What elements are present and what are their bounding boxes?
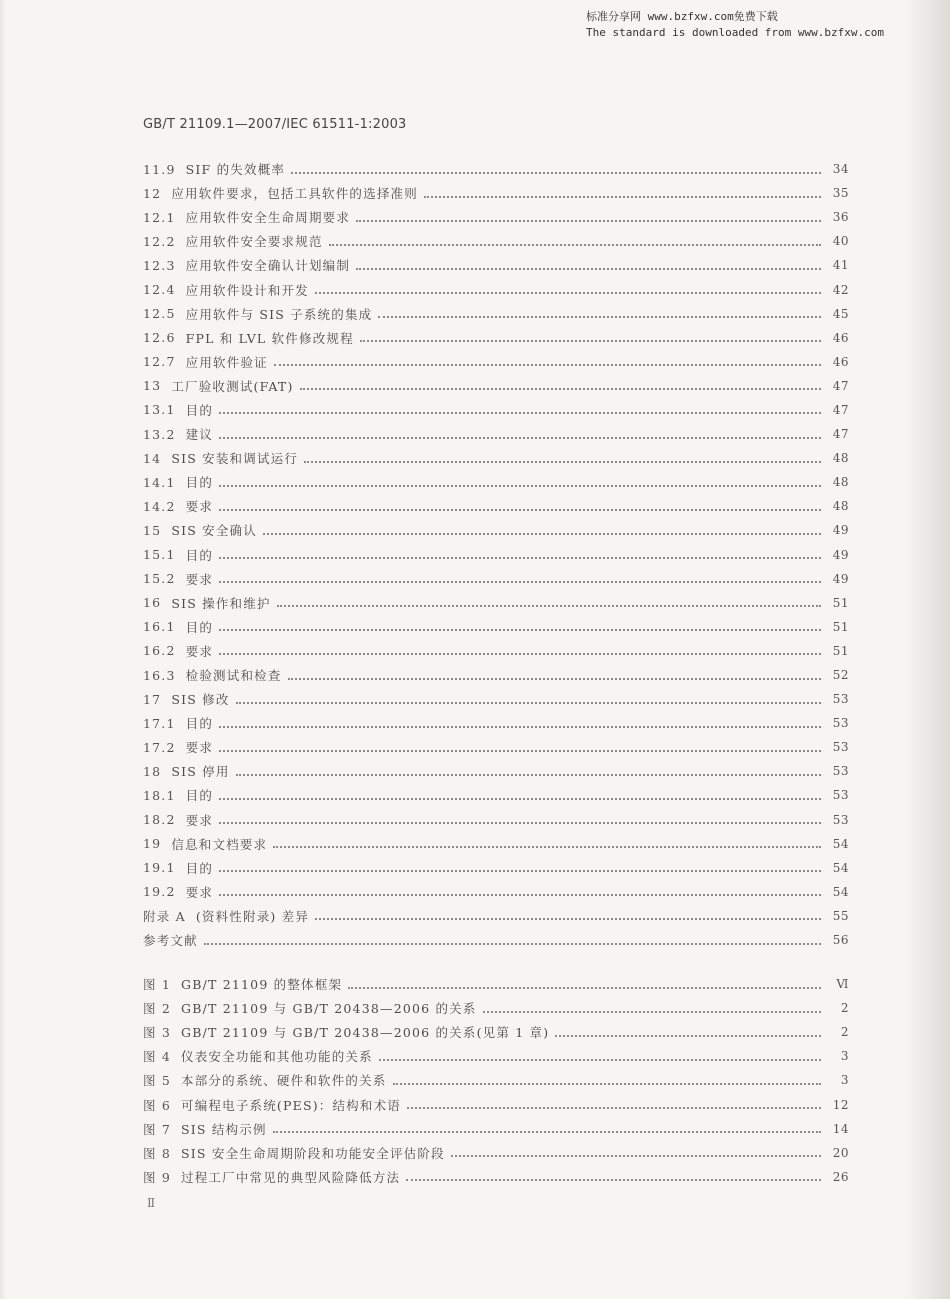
toc-entry [143, 808, 849, 832]
toc-entry [143, 326, 849, 350]
toc-entry-title: 检验测试和检查 [185, 668, 282, 684]
toc-entry [143, 157, 849, 181]
figure-entry [143, 1044, 849, 1068]
dot-leader [555, 1034, 821, 1037]
toc-entry-page: 48 [832, 475, 849, 490]
toc-entry [143, 639, 849, 663]
toc-entry-title: 要求 [185, 643, 214, 659]
figure-entry-number: 图 9 [143, 1169, 172, 1185]
dot-leader [273, 1130, 821, 1133]
toc-entry [143, 711, 849, 735]
dot-leader [219, 411, 821, 414]
toc-entry [143, 543, 849, 567]
toc-entry [143, 470, 849, 494]
figure-entry-page: Ⅵ [836, 977, 849, 992]
toc-entry-page: 34 [832, 162, 849, 177]
toc-entry-page: 35 [832, 186, 849, 201]
toc-entry-number: 17 [143, 691, 162, 707]
toc-entry-title: 应用软件安全确认计划编制 [185, 258, 351, 274]
toc-entry-number: 17.1 [143, 715, 176, 731]
figure-entry-number: 图 2 [143, 1001, 172, 1017]
toc-entry [143, 374, 849, 398]
toc-entry-page: 48 [832, 451, 849, 466]
toc-entry-page: 41 [832, 258, 849, 273]
figure-entry-page: 20 [832, 1145, 849, 1160]
toc-entry [143, 591, 849, 615]
toc-entry-page: 53 [832, 692, 849, 707]
toc-entry-number: 17.2 [143, 739, 176, 755]
dot-leader [219, 869, 821, 872]
toc-entry-page: 53 [832, 812, 849, 827]
toc-entry-number: 15 [143, 522, 162, 538]
toc-entry-number: 14.2 [143, 498, 176, 514]
figure-entry-title: 仪表安全功能和其他功能的关系 [181, 1049, 373, 1065]
figure-entry-page: 2 [840, 1025, 849, 1040]
toc-entry-number: 13.1 [143, 402, 176, 418]
toc-entry [143, 205, 849, 229]
toc-entry-page: 54 [832, 860, 849, 875]
toc-entry-title: 应用软件要求，包括工具软件的选择准则 [171, 186, 418, 202]
toc-entry-number: 12 [143, 185, 162, 201]
toc-entry-title: SIF 的失效概率 [185, 162, 286, 178]
figure-entry [143, 1092, 849, 1116]
toc-entry-title: 目的 [185, 860, 214, 876]
figure-list [143, 972, 849, 1189]
toc-entry-title: 目的 [185, 402, 214, 418]
toc-entry [143, 302, 849, 326]
toc-entry-title: (资料性附录) 差异 [195, 908, 310, 924]
toc-entry-page: 49 [832, 547, 849, 562]
toc-entry [143, 880, 849, 904]
dot-leader [291, 171, 821, 174]
toc-entry-page: 47 [832, 378, 849, 393]
toc-entry-number: 13 [143, 378, 162, 394]
dot-leader [288, 677, 821, 680]
toc-entry-number: 19.2 [143, 884, 176, 900]
toc-entry-number: 18 [143, 763, 162, 779]
toc-entry-page: 55 [832, 908, 849, 923]
toc-entry [143, 735, 849, 759]
toc-entry-title: 应用软件与 SIS 子系统的集成 [185, 306, 373, 322]
toc-entry-title: 工厂验收测试(FAT) [171, 378, 294, 394]
toc-entry-number: 16.3 [143, 667, 176, 683]
figure-entry-number: 图 7 [143, 1121, 172, 1137]
toc-entry-page: 53 [832, 788, 849, 803]
dot-leader [483, 1010, 821, 1013]
table-of-contents [143, 157, 849, 952]
figure-entry [143, 1117, 849, 1141]
toc-entry-title: 目的 [185, 547, 214, 563]
toc-entry-number: 15.1 [143, 547, 176, 563]
toc-entry-number: 16 [143, 595, 162, 611]
dot-leader [219, 508, 821, 511]
dot-leader [219, 893, 821, 896]
toc-entry-number: 16.1 [143, 619, 176, 635]
toc-entry-number: 12.1 [143, 209, 176, 225]
dot-leader [300, 387, 821, 390]
toc-entry [143, 446, 849, 470]
toc-entry-title: 应用软件安全生命周期要求 [185, 210, 351, 226]
toc-entry [143, 253, 849, 277]
figure-entry-title: 本部分的系统、硬件和软件的关系 [181, 1073, 387, 1089]
toc-entry-page: 40 [832, 234, 849, 249]
figure-entry-number: 图 6 [143, 1097, 172, 1113]
figure-entry-title: 过程工厂中常见的典型风险降低方法 [181, 1169, 401, 1185]
toc-entry-page: 36 [832, 210, 849, 225]
toc-entry-page: 51 [832, 643, 849, 658]
toc-entry-page: 47 [832, 427, 849, 442]
dot-leader [204, 942, 821, 945]
page-number: Ⅱ [147, 1196, 157, 1210]
toc-entry-title: SIS 修改 [171, 692, 230, 708]
dot-leader [236, 701, 821, 704]
figure-entry [143, 1068, 849, 1092]
dot-leader [219, 484, 821, 487]
toc-entry-number: 19 [143, 836, 162, 852]
figure-entry-title: GB/T 21109 与 GB/T 20438—2006 的关系 [181, 1001, 477, 1017]
toc-entry [143, 615, 849, 639]
figure-entry-title: GB/T 21109 的整体框架 [181, 977, 343, 993]
page-right-shadow [904, 0, 950, 1299]
dot-leader [379, 1058, 821, 1061]
toc-entry-page: 53 [832, 716, 849, 731]
figure-entry-page: 2 [840, 1001, 849, 1016]
dot-leader [451, 1154, 821, 1157]
toc-entry-number: 14 [143, 450, 162, 466]
toc-entry-title: 要求 [185, 740, 214, 756]
toc-entry-page: 49 [832, 571, 849, 586]
toc-entry-title: SIS 操作和维护 [171, 595, 271, 611]
toc-entry-number: 12.7 [143, 354, 176, 370]
toc-entry [143, 663, 849, 687]
dot-leader [263, 532, 821, 535]
toc-entry-title: 建议 [185, 427, 214, 443]
figure-entry [143, 1141, 849, 1165]
toc-entry-title: 应用软件设计和开发 [185, 282, 309, 298]
toc-entry-title: 信息和文档要求 [171, 836, 268, 852]
dot-leader [315, 291, 821, 294]
dot-leader [407, 1106, 821, 1109]
toc-entry [143, 518, 849, 542]
toc-entry [143, 832, 849, 856]
toc-entry-title: 要求 [185, 499, 214, 515]
toc-entry-page: 51 [832, 619, 849, 634]
toc-entry-title: FPL 和 LVL 软件修改规程 [185, 330, 354, 346]
toc-entry [143, 350, 849, 374]
toc-entry-number: 14.1 [143, 474, 176, 490]
figure-entry-title: GB/T 21109 与 GB/T 20438—2006 的关系(见第 1 章) [181, 1025, 550, 1041]
toc-entry [143, 181, 849, 205]
figure-entry-page: 3 [840, 1049, 849, 1064]
dot-leader [219, 797, 821, 800]
toc-entry-number: 15.2 [143, 571, 176, 587]
toc-entry-title: 要求 [185, 571, 214, 587]
toc-entry [143, 277, 849, 301]
dot-leader [277, 604, 821, 607]
toc-entry-number: 12.4 [143, 282, 176, 298]
toc-entry-number: 18.1 [143, 787, 176, 803]
toc-entry-title: SIS 安全确认 [171, 523, 257, 539]
toc-entry-title: SIS 停用 [171, 764, 230, 780]
toc-entry-number: 18.2 [143, 812, 176, 828]
figure-entry-number: 图 8 [143, 1145, 172, 1161]
figure-entry-number: 图 1 [143, 977, 172, 993]
toc-entry-page: 46 [832, 330, 849, 345]
toc-entry [143, 494, 849, 518]
dot-leader [219, 725, 821, 728]
toc-entry [143, 687, 849, 711]
dot-leader [304, 460, 821, 463]
toc-entry [143, 904, 849, 928]
figure-entry-number: 图 5 [143, 1073, 172, 1089]
toc-entry-number: 附录 A [143, 908, 186, 924]
watermark-line-en: The standard is downloaded from www.bzfxw.com [586, 26, 885, 39]
watermark-line-cn: 标准分享网 www.bzfxw.com免费下载 [586, 10, 778, 23]
dot-leader [378, 315, 821, 318]
figure-entry-title: SIS 结构示例 [181, 1121, 267, 1137]
dot-leader [356, 267, 821, 270]
toc-entry-page: 56 [832, 933, 849, 948]
toc-entry-title: 要求 [185, 884, 214, 900]
dot-leader [219, 436, 821, 439]
dot-leader [406, 1178, 821, 1181]
toc-entry [143, 928, 849, 952]
dot-leader [424, 195, 821, 198]
standard-header: GB/T 21109.1—2007/IEC 61511-1:2003 [143, 117, 407, 132]
dot-leader [219, 556, 821, 559]
toc-entry-number: 12.6 [143, 330, 176, 346]
toc-entry-number: 12.3 [143, 257, 176, 273]
toc-entry-page: 46 [832, 354, 849, 369]
dot-leader [236, 773, 821, 776]
toc-entry-page: 52 [832, 668, 849, 683]
figure-entry-page: 14 [832, 1121, 849, 1136]
toc-entry-number: 13.2 [143, 426, 176, 442]
dot-leader [348, 986, 821, 989]
figure-entry-page: 3 [840, 1073, 849, 1088]
dot-leader [274, 363, 821, 366]
dot-leader [219, 580, 821, 583]
dot-leader [315, 917, 821, 920]
toc-entry-title: 目的 [185, 788, 214, 804]
dot-leader [219, 628, 821, 631]
toc-entry [143, 783, 849, 807]
dot-leader [360, 339, 821, 342]
toc-entry-page: 47 [832, 402, 849, 417]
toc-entry-title: 目的 [185, 619, 214, 635]
toc-entry [143, 229, 849, 253]
toc-entry-title: 应用软件安全要求规范 [185, 234, 323, 250]
toc-entry-title: 应用软件验证 [185, 354, 268, 370]
dot-leader [219, 652, 821, 655]
toc-entry-page: 54 [832, 836, 849, 851]
toc-entry-page: 54 [832, 884, 849, 899]
toc-entry-page: 51 [832, 595, 849, 610]
toc-entry [143, 398, 849, 422]
toc-entry-title: 要求 [185, 812, 214, 828]
figure-entry-page: 12 [832, 1097, 849, 1112]
toc-entry-number: 11.9 [143, 161, 176, 177]
toc-entry [143, 856, 849, 880]
toc-entry-number: 19.1 [143, 860, 176, 876]
toc-entry-number: 12.5 [143, 306, 176, 322]
toc-entry-page: 45 [832, 306, 849, 321]
figure-entry [143, 1020, 849, 1044]
toc-entry-page: 42 [832, 282, 849, 297]
dot-leader [356, 219, 821, 222]
figure-entry-page: 26 [832, 1169, 849, 1184]
toc-entry-title: SIS 安装和调试运行 [171, 451, 299, 467]
toc-entry-page: 53 [832, 740, 849, 755]
toc-entry-title: 目的 [185, 475, 214, 491]
figure-entry-title: SIS 安全生命周期阶段和功能安全评估阶段 [181, 1145, 445, 1161]
figure-entry-number: 图 4 [143, 1049, 172, 1065]
toc-entry-number: 16.2 [143, 643, 176, 659]
dot-leader [219, 821, 821, 824]
dot-leader [393, 1082, 821, 1085]
dot-leader [219, 749, 821, 752]
dot-leader [273, 845, 821, 848]
figure-entry-number: 图 3 [143, 1025, 172, 1041]
toc-entry-page: 48 [832, 499, 849, 514]
watermark [586, 9, 906, 41]
toc-entry-page: 53 [832, 764, 849, 779]
toc-entry-number: 12.2 [143, 233, 176, 249]
figure-entry [143, 972, 849, 996]
toc-entry [143, 422, 849, 446]
toc-entry-title: 参考文献 [143, 933, 198, 949]
toc-entry-title: 目的 [185, 716, 214, 732]
figure-entry [143, 1165, 849, 1189]
page-left-edge [0, 0, 6, 1299]
figure-entry-title: 可编程电子系统(PES)：结构和术语 [181, 1097, 401, 1113]
dot-leader [329, 243, 821, 246]
toc-entry [143, 759, 849, 783]
figure-entry [143, 996, 849, 1020]
toc-entry-page: 49 [832, 523, 849, 538]
toc-entry [143, 567, 849, 591]
